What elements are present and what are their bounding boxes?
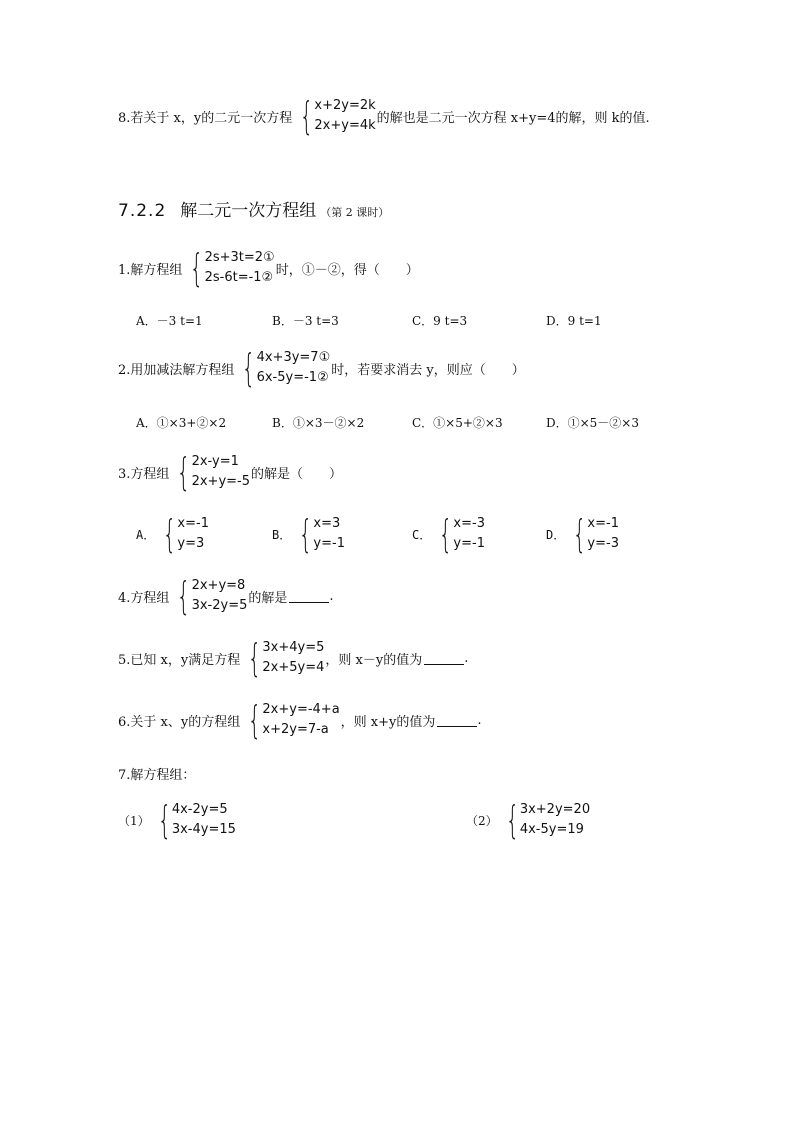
brace-icon: { (248, 698, 262, 742)
equation-1: 2x+y=8 (191, 578, 246, 593)
answer-blank[interactable] (289, 590, 329, 603)
question-2 (118, 348, 525, 388)
equation-1: 4x-2y=5 (171, 802, 228, 817)
brace-icon: { (439, 512, 453, 556)
equation-1: 2s+3t=2① (204, 250, 275, 265)
brace-icon: { (505, 798, 519, 842)
option-c: C．9 t=3 (412, 314, 468, 328)
brace-icon: { (190, 246, 204, 290)
question-7-part-1 (118, 800, 237, 840)
equation-system (235, 348, 330, 388)
option-label: B． (272, 527, 292, 542)
question-7 (118, 764, 195, 783)
option-d: D．①×5－②×3 (546, 416, 640, 430)
answer-blank[interactable] (424, 652, 464, 665)
equation-2: 3x-2y=5 (191, 598, 248, 613)
question-3-prefix: 3.方程组 (118, 466, 170, 482)
question-1-prefix: 1.解方程组 (118, 262, 183, 278)
section-subtitle: （第 2 课时） (320, 206, 390, 219)
equation-2: 4x-5y=19 (519, 822, 584, 837)
question-8 (118, 96, 650, 136)
equation-1: 3x+4y=5 (262, 640, 325, 655)
question-8-prefix: 8.若关于 x，y的二元一次方程 (118, 110, 293, 126)
brace-icon: { (242, 346, 256, 390)
option-label: C． (412, 527, 432, 542)
equation-1: x+2y=2k (314, 98, 376, 113)
question-4-end: . (329, 588, 334, 604)
question-1 (118, 248, 419, 288)
question-5 (118, 638, 468, 678)
question-7-part-2 (466, 800, 591, 840)
equation-2: 3x-4y=15 (171, 822, 236, 837)
section-title: 解二元一次方程组 (180, 201, 317, 221)
option-b: B．①×3－②×2 (272, 416, 365, 430)
brace-icon: { (299, 512, 313, 556)
equation-system (241, 700, 339, 740)
equation-1: x=3 (313, 516, 341, 531)
part-label: （1） (118, 813, 150, 828)
option-label: D． (546, 527, 566, 542)
equation-2: y=3 (177, 536, 205, 551)
equation-system (293, 96, 375, 136)
part-label: （2） (466, 813, 498, 828)
question-2-suffix: 时，若要求消去 y，则应（ ） (331, 362, 525, 378)
brace-icon: { (177, 574, 191, 618)
question-4-prefix: 4.方程组 (118, 590, 170, 606)
question-6-prefix: 6.关于 x、y的方程组 (118, 714, 241, 730)
equation-system (241, 638, 324, 678)
option-c: C．①×5+②×3 (412, 416, 503, 430)
equation-system (170, 452, 250, 492)
equation-2: y=-1 (453, 536, 485, 551)
question-8-suffix: 的解也是二元一次方程 x+y=4的解，则 k的值. (376, 110, 650, 126)
question-5-prefix: 5.已知 x，y满足方程 (118, 652, 241, 668)
option-a: A．①×3+②×2 (136, 416, 227, 430)
option-label: A． (136, 527, 156, 542)
brace-icon: { (573, 512, 587, 556)
brace-icon: { (177, 450, 191, 494)
equation-1: x=-1 (587, 516, 619, 531)
equation-2: 2x+5y=4 (262, 660, 325, 675)
equation-2: x+2y=7-a (262, 722, 329, 737)
option-d: D．9 t=1 (546, 314, 602, 328)
equation-2: 6x-5y=-1② (256, 370, 329, 385)
equation-1: 4x+3y=7① (256, 350, 331, 365)
equation-2: y=-1 (313, 536, 345, 551)
section-number: 7.2.2 (118, 201, 167, 221)
equation-1: 2x+y=-4+a (262, 702, 340, 717)
option-a: A．－3 t=1 (136, 314, 203, 328)
question-6-suffix: ，则 x+y的值为 (340, 714, 436, 730)
brace-icon: { (157, 798, 171, 842)
section-heading (118, 196, 389, 221)
option-a (136, 514, 210, 554)
option-b (272, 514, 346, 554)
option-b: B．－3 t=3 (272, 314, 339, 328)
question-5-suffix: ，则 x－y的值为 (325, 652, 423, 668)
question-5-end: . (464, 650, 469, 666)
equation-2: 2x+y=-5 (191, 474, 250, 489)
brace-icon: { (248, 636, 262, 680)
equation-2: y=-3 (587, 536, 619, 551)
equation-1: 2x-y=1 (191, 454, 239, 469)
question-4 (118, 576, 334, 616)
equation-2: 2s-6t=-1② (204, 270, 274, 285)
option-d (546, 514, 620, 554)
equation-1: x=-3 (453, 516, 485, 531)
question-6 (118, 700, 482, 740)
answer-blank[interactable] (437, 714, 477, 727)
equation-system (170, 576, 247, 616)
question-6-end: . (477, 712, 482, 728)
brace-icon: { (163, 512, 177, 556)
equation-2: 2x+y=4k (314, 118, 376, 133)
question-3-suffix: 的解是（ ） (251, 466, 343, 482)
question-2-prefix: 2.用加减法解方程组 (118, 362, 235, 378)
equation-1: x=-1 (177, 516, 209, 531)
question-1-suffix: 时，①－②，得（ ） (275, 262, 419, 278)
equation-1: 3x+2y=20 (519, 802, 591, 817)
option-c (412, 514, 486, 554)
question-4-suffix: 的解是 (248, 590, 288, 606)
equation-system (183, 248, 274, 288)
question-7-prefix: 7.解方程组： (118, 768, 196, 783)
brace-icon: { (300, 94, 314, 138)
question-3 (118, 452, 342, 492)
